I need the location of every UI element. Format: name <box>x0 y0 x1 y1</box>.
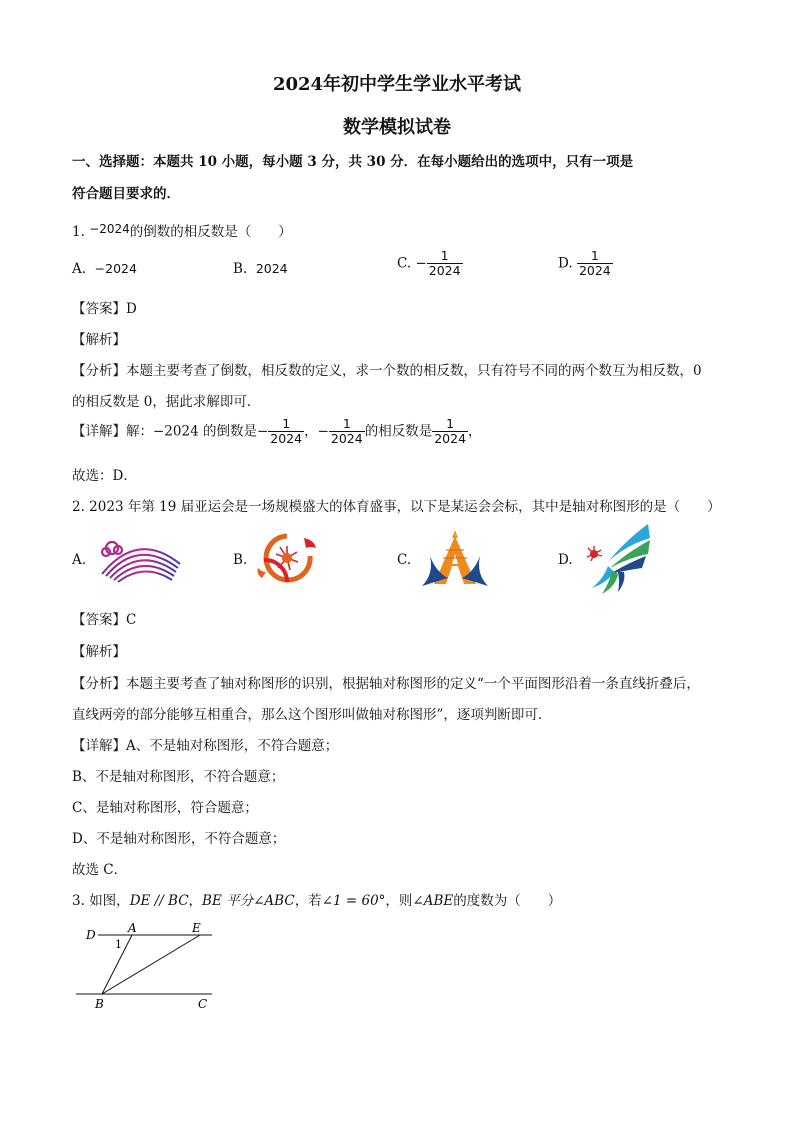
detail-separator: ， <box>304 423 318 440</box>
analysis-2-line2: 直线两旁的部分能够互相重合，那么这个图形叫做轴对称图形”，逐项判断即可． <box>72 707 552 723</box>
fraction-denominator: 2024 <box>330 431 363 447</box>
label-b: B <box>95 997 104 1011</box>
label-c: C <box>198 997 208 1011</box>
label-d: D <box>86 928 96 942</box>
logo-b-image <box>252 530 322 588</box>
section-heading-line2: 符合题目要求的． <box>72 186 180 202</box>
geometry-figure <box>70 918 220 1018</box>
detail-text: 的相反数是 <box>364 423 433 440</box>
question-3-stem <box>72 889 561 909</box>
detail-line <box>72 417 482 447</box>
answer-value: D <box>126 301 137 317</box>
detail-end: ， <box>468 423 482 440</box>
conclusion: 故选：D． <box>72 468 137 484</box>
exam-subtitle: 数学模拟试卷 <box>343 117 451 138</box>
option-label: C. <box>397 255 412 272</box>
separator: ，则 <box>385 893 413 909</box>
detail-fraction-3 <box>432 417 468 447</box>
option-c-sign: − <box>415 255 427 272</box>
analysis-line1 <box>72 359 702 379</box>
detail-tag: 【详解】 <box>72 423 126 440</box>
detail-fraction-1 <box>268 417 304 447</box>
option-d <box>558 249 613 279</box>
option-a <box>72 261 137 277</box>
option-b-value: 2024 <box>255 261 288 276</box>
question-1-expr: −2024 <box>89 222 130 236</box>
answer-value: C <box>126 612 137 628</box>
analysis-tag: 【分析】 <box>72 676 126 692</box>
option-b <box>233 261 288 277</box>
jiexi-tag-2: 【解析】 <box>72 644 126 660</box>
fraction-denominator: 2024 <box>578 263 611 279</box>
option-a-label: A. <box>72 552 87 568</box>
question-number: 3. <box>72 893 85 909</box>
detail-text: 解：−2024 的倒数是 <box>126 423 257 440</box>
separator: ， <box>188 893 203 909</box>
separator: ，若 <box>294 893 322 909</box>
answer-tag: 【答案】 <box>72 301 126 317</box>
asked-angle: ∠ABE <box>412 893 454 909</box>
label-e: E <box>192 921 201 935</box>
condition-angle: ∠1 = 60° <box>321 893 386 909</box>
analysis-text: 本题主要考查了倒数，相反数的定义，求一个数的相反数，只有符号不同的两个数互为相反数，0 <box>126 363 702 379</box>
question-number: 1. <box>72 224 85 240</box>
condition-bisector: BE 平分∠ABC <box>202 893 295 909</box>
option-c-fraction <box>427 249 463 279</box>
option-d-label: D. <box>558 552 573 568</box>
detail-text: A、不是轴对称图形，不符合题意； <box>126 738 339 754</box>
conclusion-2: 故选 C． <box>72 862 128 878</box>
detail-2-line-b: B、不是轴对称图形，不符合题意； <box>72 769 285 785</box>
question-2-stem: 2. 2023 年第 19 届亚运会是一场规模盛大的体育盛事，以下是某运会会标，其中是轴对称图形的是（ ） <box>72 499 721 515</box>
answer-line-2 <box>72 608 136 628</box>
condition-parallel: DE // BC <box>129 893 189 909</box>
option-label: A. <box>72 261 87 277</box>
logo-d-image <box>578 522 654 596</box>
jiexi-tag: 【解析】 <box>72 332 126 348</box>
detail-2-line-a <box>72 734 338 754</box>
question-3-lead: 如图， <box>89 893 130 909</box>
detail-2-line-c: C、是轴对称图形，符合题意； <box>72 800 258 816</box>
option-label: B. <box>233 261 248 277</box>
detail-sign: − <box>317 423 329 440</box>
question-3-tail: 的度数为（ ） <box>453 893 562 909</box>
option-a-value: −2024 <box>94 261 137 276</box>
option-b-label: B. <box>233 552 248 568</box>
answer-tag: 【答案】 <box>72 612 126 628</box>
analysis-line2: 的相反数是 0，据此求解即可． <box>72 394 261 410</box>
option-c <box>397 249 463 279</box>
option-label: D. <box>558 255 573 272</box>
section-heading-line1: 一、选择题：本题共 10 小题，每小题 3 分，共 30 分．在每小题给出的选项中，只有一项是 <box>72 154 634 170</box>
fraction-denominator: 2024 <box>428 263 461 279</box>
label-angle-1: 1 <box>115 938 122 951</box>
option-d-fraction <box>577 249 613 279</box>
fraction-numerator: 1 <box>282 416 291 431</box>
detail-fraction-2 <box>329 417 365 447</box>
exam-title: 2024年初中学生学业水平考试 <box>272 74 522 95</box>
detail-tag: 【详解】 <box>72 738 126 754</box>
option-c-label: C. <box>397 552 412 568</box>
answer-line <box>72 297 137 317</box>
label-a: A <box>128 921 137 935</box>
fraction-numerator: 1 <box>440 248 449 263</box>
logo-a-image <box>92 534 184 584</box>
analysis-2-line1 <box>72 672 700 692</box>
fraction-denominator: 2024 <box>270 431 303 447</box>
fraction-denominator: 2024 <box>434 431 467 447</box>
fraction-numerator: 1 <box>446 416 455 431</box>
logo-c-image <box>418 528 492 590</box>
detail-sign: − <box>256 423 269 440</box>
analysis-text: 本题主要考查了轴对称图形的识别，根据轴对称图形的定义“一个平面图形沿着一条直线折叠后， <box>126 676 700 692</box>
fraction-numerator: 1 <box>342 416 351 431</box>
question-1-stem <box>72 220 292 240</box>
fraction-numerator: 1 <box>590 248 599 263</box>
analysis-tag: 【分析】 <box>72 363 126 379</box>
question-1-text: 的倒数的相反数是（ ） <box>129 224 292 240</box>
detail-2-line-d: D、不是轴对称图形，不符合题意； <box>72 831 286 847</box>
